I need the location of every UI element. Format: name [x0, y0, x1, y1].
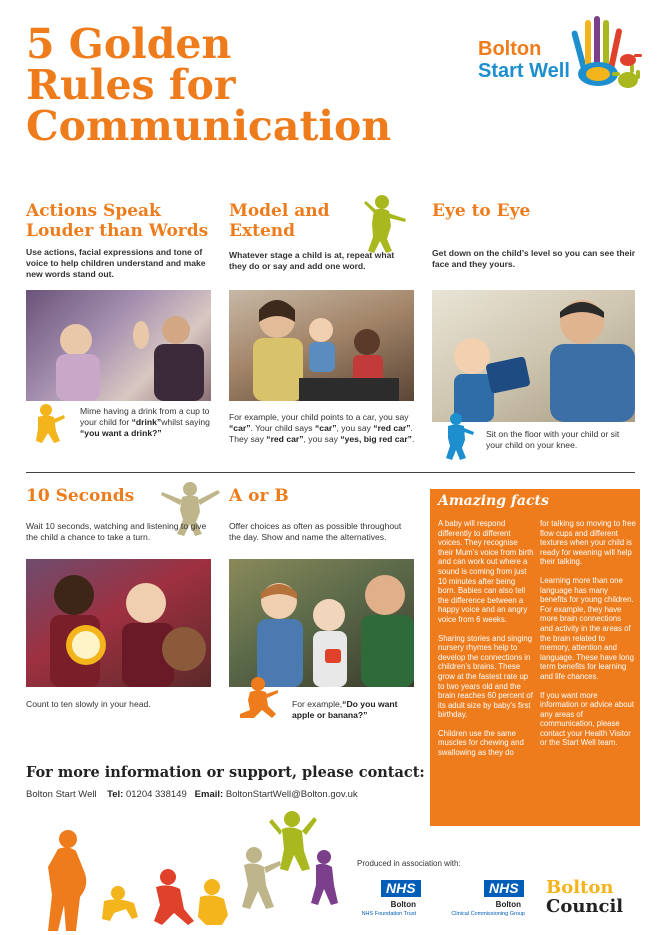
contact-tel-label: Tel: [107, 789, 124, 800]
title-line-2: Rules for [26, 61, 236, 109]
produced-in-association: Produced in association with: [357, 859, 461, 868]
contact-details [26, 789, 358, 800]
fact-paragraph: If you want more information or advice about any areas of communication, please contact your Health Visitor or the Start Well team. [540, 690, 635, 748]
ten-body: Wait 10 seconds, watching and listening to give the child a chance to take a turn. [26, 521, 207, 542]
contact-heading: For more information or support, please contact: [26, 764, 425, 781]
actions-photo [26, 290, 211, 401]
jumping-child-green-icon [269, 811, 317, 871]
sitting-child-yellow-icon [198, 879, 228, 925]
model-caption-b: “car” [229, 423, 251, 433]
title-line-1: 5 Golden [26, 20, 232, 68]
actions-heading [26, 201, 226, 241]
model-caption-c: . Your child says [250, 423, 315, 433]
contact-email-label: Email: [194, 789, 224, 800]
fact-paragraph: Sharing stories and singing nursery rhymes help to develop the connections in children’s brains. These grow at the fastest rate up to two years old and the brain reaches 60 percent of its adult size by baby’s first birthday. [438, 633, 533, 720]
child-figure-orange-icon [232, 676, 280, 722]
actions-caption-d: “you want a drink?” [80, 428, 162, 438]
model-caption-h: “red car” [266, 434, 304, 444]
actions-caption-c: whilst saying [161, 417, 210, 427]
model-body: Whatever stage a child is at, repeat what they do or say and add one word. [229, 250, 395, 271]
aorb-heading: A or B [229, 486, 289, 506]
running-child-khaki-icon [242, 847, 281, 909]
aorb-body: Offer choices as often as possible throughout the day. Show and name the alternatives. [229, 521, 402, 542]
model-caption-k: . [411, 434, 415, 444]
ten-photo [26, 559, 211, 687]
contact-email[interactable]: BoltonStartWell@Bolton.gov.uk [225, 789, 358, 800]
page-title [26, 20, 446, 150]
child-figure-green-icon [362, 193, 410, 255]
model-heading-line-2: Extend [229, 221, 296, 241]
standing-child-purple-icon [311, 850, 338, 905]
nhs-badge-2: NHS [484, 880, 524, 897]
nhs-badge-1: NHS [381, 880, 421, 897]
model-caption-d: “car” [315, 423, 337, 433]
model-heading [229, 201, 359, 241]
facts-column-1 [438, 519, 534, 767]
contact-org: Bolton Start Well [26, 789, 97, 800]
eye-body: Get down on the child’s level so you can see their face and they yours. [432, 248, 636, 269]
actions-caption [80, 406, 214, 439]
child-figure-blue-icon [438, 412, 478, 462]
actions-caption-a: Mime having a drink from a cup to your child for [80, 406, 210, 427]
aorb-photo [229, 559, 414, 687]
nhs-1-sub: NHS Foundation Trust [361, 911, 416, 917]
bolton-council-logo [546, 878, 646, 916]
logo-line-2: Start Well [478, 60, 570, 82]
model-caption-e: , you say [336, 423, 374, 433]
model-caption-i: , you say [303, 434, 341, 444]
title-line-3: Communication [26, 102, 392, 150]
aorb-caption-b: “Do you want apple or banana?” [292, 699, 398, 720]
pregnant-woman-icon [48, 830, 86, 931]
model-caption-j: “yes, big red car” [340, 434, 412, 444]
eye-caption: Sit on the floor with your child or sit your child on your knee. [486, 429, 620, 450]
eye-photo [432, 290, 635, 422]
bolton-start-well-logo [478, 12, 648, 112]
model-caption-f: “red car” [373, 423, 411, 433]
nhs-2-org: Bolton [495, 900, 521, 909]
contact-tel[interactable]: 01204 338149 [125, 789, 187, 800]
actions-heading-line-2: Louder than Words [26, 221, 209, 241]
nhs-1-org: Bolton [390, 900, 416, 909]
model-photo [229, 290, 414, 401]
fact-paragraph: Learning more than one language has many benefits for young children. For example, they have more brain connections and activity in the areas of the brain related to memory, attention and language. These have long term benefits for learning and life chances. [540, 575, 634, 681]
sitting-child-red-icon [154, 869, 194, 925]
eye-heading: Eye to Eye [432, 201, 531, 221]
council-line-2: Council [546, 896, 624, 917]
ten-caption: Count to ten slowly in your head. [26, 699, 151, 709]
actions-heading-line-1: Actions Speak [26, 201, 161, 221]
crawling-baby-icon [102, 886, 138, 921]
logo-line-1: Bolton [478, 38, 542, 60]
aorb-caption [292, 699, 412, 721]
section-divider [26, 472, 635, 473]
eye-photo-figures [432, 290, 635, 422]
amazing-facts-box [430, 489, 640, 826]
footer-silhouettes [18, 805, 348, 935]
aorb-photo-figures [229, 559, 414, 687]
model-caption-g: . They say [229, 423, 413, 444]
ten-photo-figures [26, 559, 211, 687]
facts-heading: Amazing facts [438, 493, 549, 509]
aorb-caption-a: For example, [292, 699, 343, 709]
council-line-1: Bolton [546, 877, 614, 898]
ten-heading: 10 Seconds [26, 486, 135, 506]
actions-photo-figures [26, 290, 211, 401]
actions-body: Use actions, facial expressions and tone of voice to help children understand and make new words stand out. [26, 247, 206, 279]
child-figure-yellow-icon [30, 403, 66, 447]
model-heading-line-1: Model and [229, 201, 330, 221]
model-caption-a: For example, your child points to a car, you say [229, 412, 409, 422]
fact-paragraph: for talking so moving to free flow cups and different textures when your child is ready for weaning will help their talking. [540, 519, 636, 567]
actions-caption-b: “drink” [131, 417, 162, 427]
fact-paragraph: A baby will respond differently to different voices. They recognise their Mum’s voice from birth and can work out where a sound is coming from just 10 minutes after being born. Babies can also tell the difference between a happy voice and an angry voice from 6 weeks. [438, 519, 534, 624]
model-caption [229, 412, 419, 445]
model-photo-figures [229, 290, 414, 401]
nhs-2-sub: Clinical Commissioning Group [451, 911, 525, 917]
fact-paragraph: Children use the same muscles for chewing and swallowing as they do [438, 728, 524, 758]
facts-column-2 [540, 519, 636, 757]
